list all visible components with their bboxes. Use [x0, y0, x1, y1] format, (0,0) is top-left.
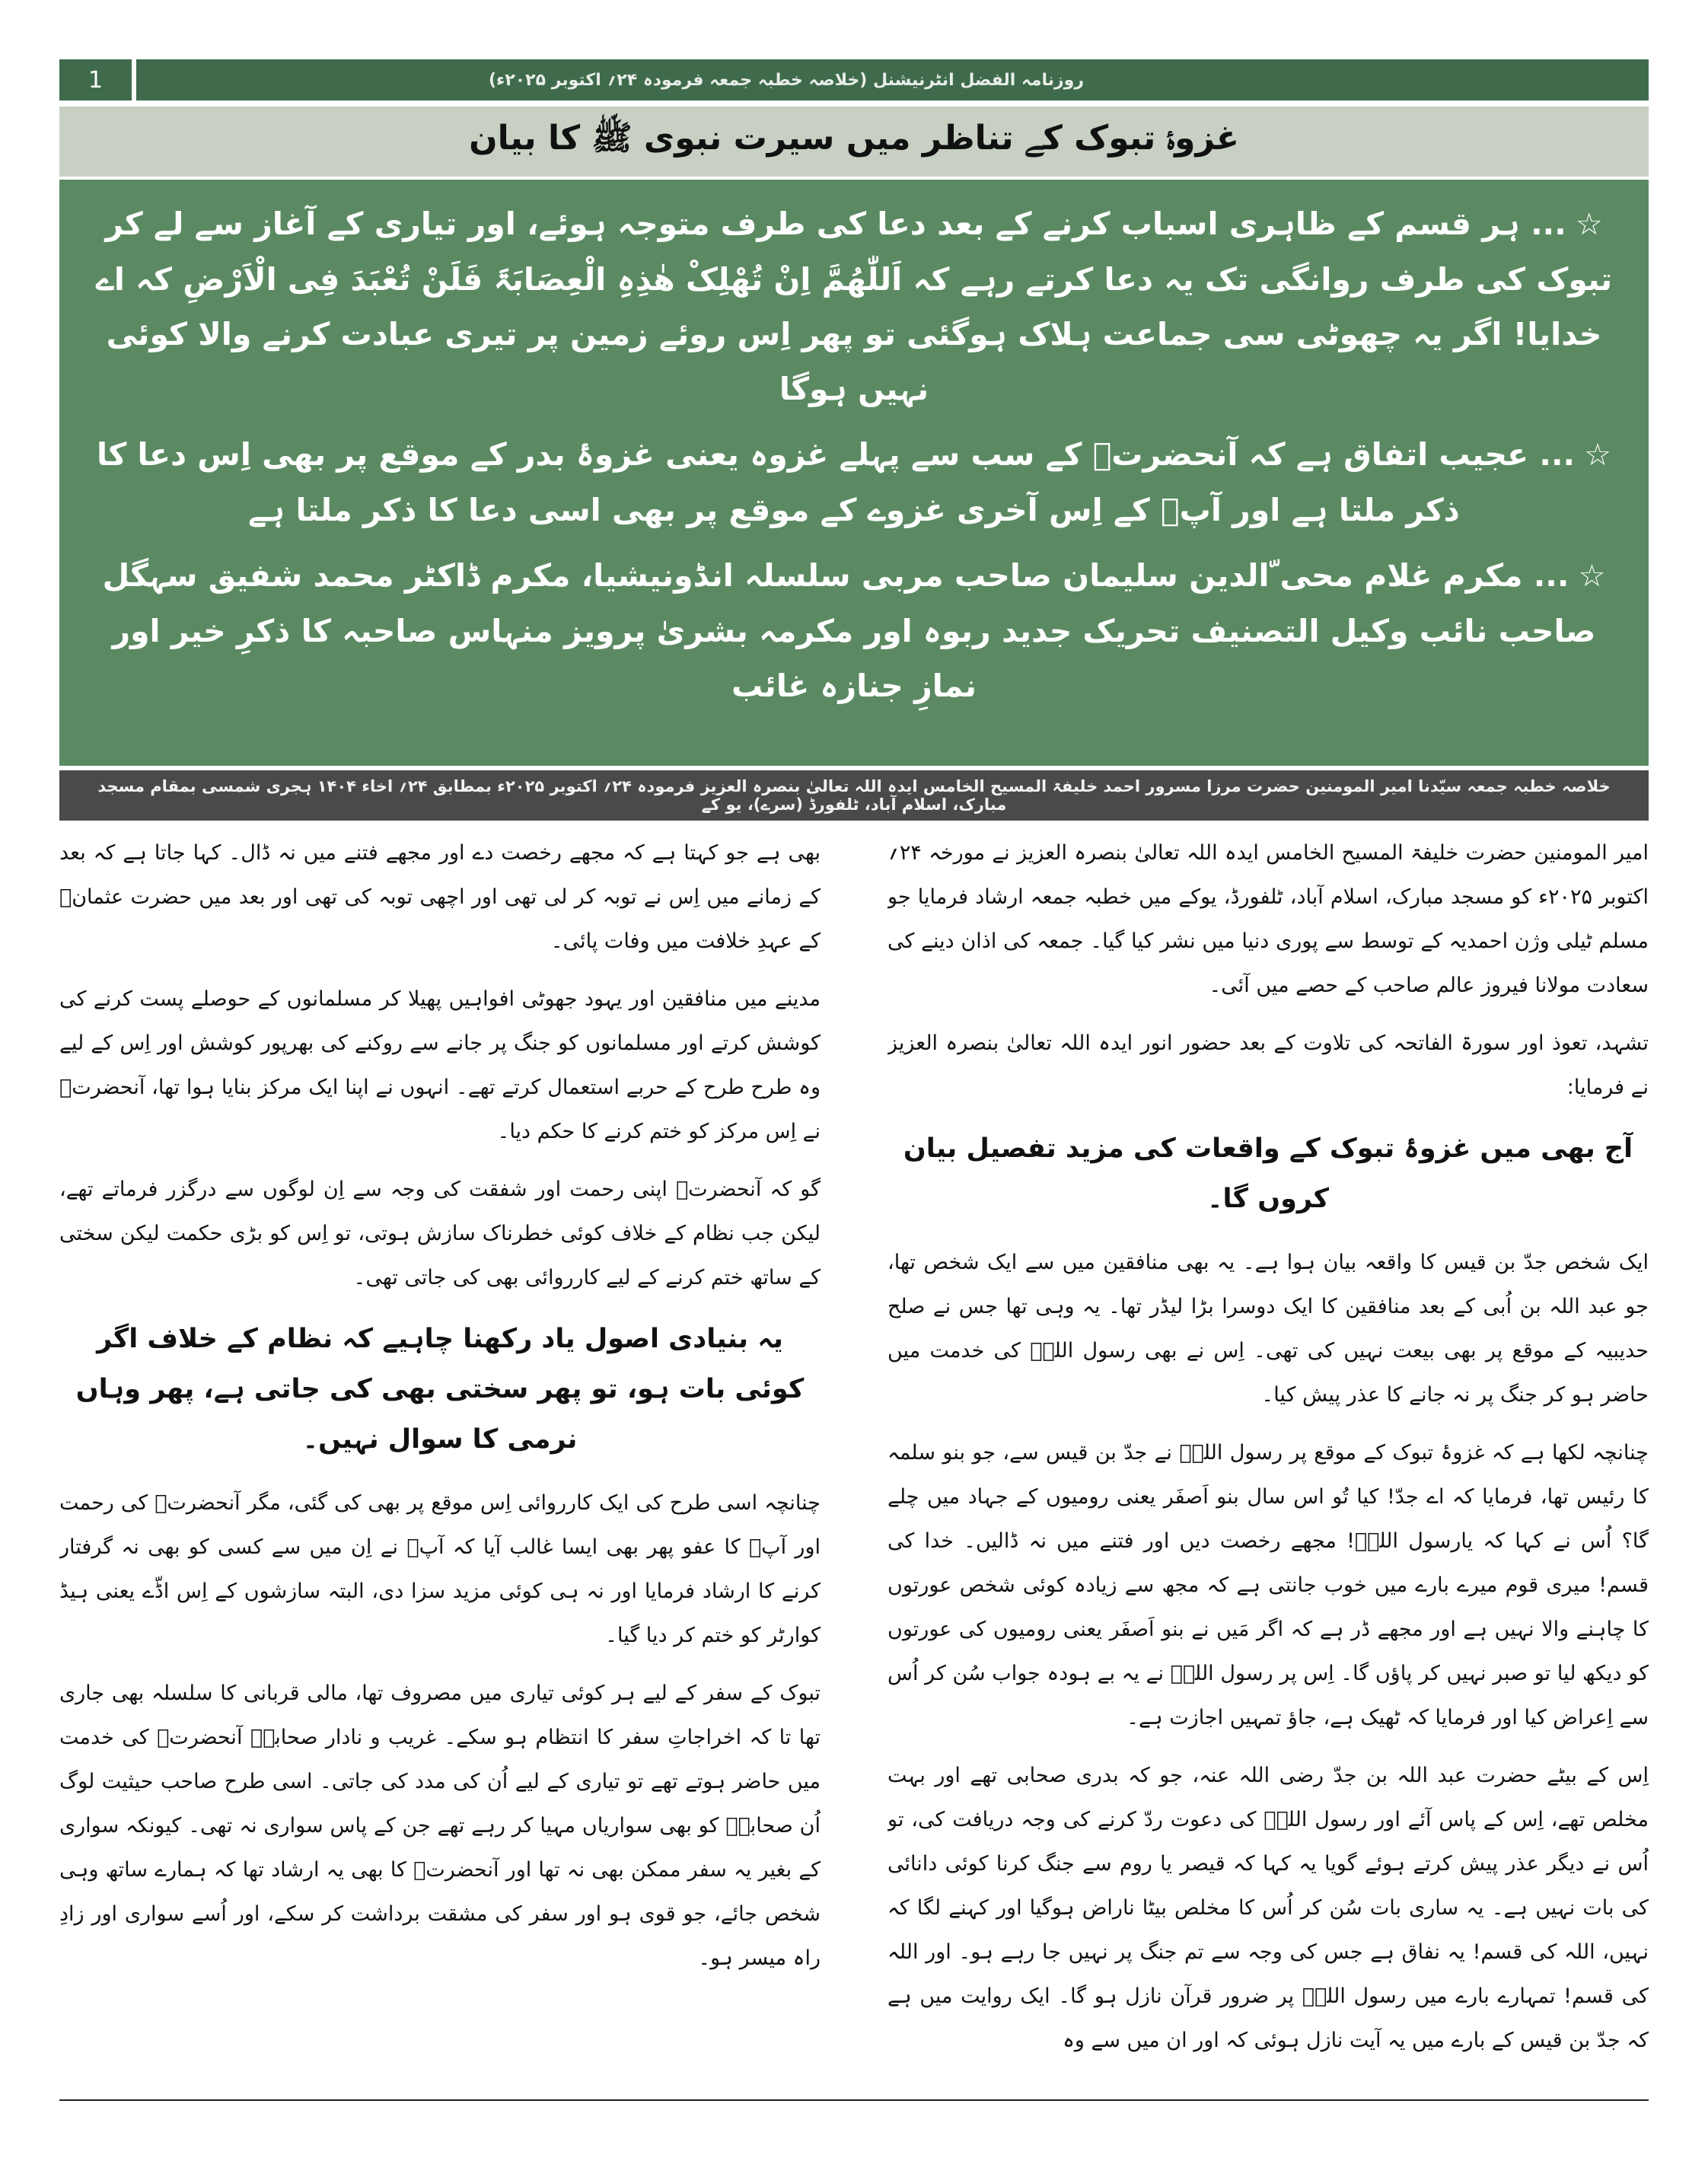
star-icon: ☆ — [1578, 559, 1606, 594]
paragraph: بھی ہے جو کہتا ہے کہ مجھے رخصت دے اور مجھے فتنے میں نہ ڈال۔ کہا جاتا ہے کہ بعد کے زمانے میں اِس نے توبہ کر لی تھی اور اچھی توبہ کی تھی اور بعد میں حضرت عثمانؓ کے عہدِ خلافت میں وفات پائی۔ — [59, 841, 821, 953]
article-column-left — [59, 831, 821, 2087]
page-number: 1 — [59, 59, 136, 100]
highlight-item: ☆... مکرم غلام محی ّالدین سلیمان صاحب مربی سلسلہ انڈونیشیا، مکرم ڈاکٹر محمد شفیق سہگل صاحب نائب وکیل التصنیف تحریک جدید ربوہ اور مکرمہ بشریٰ پرویز منہاس صاحبہ کا ذکرِ خیر اور نمازِ جنازہ غائب — [102, 557, 1606, 704]
highlight-item: ☆... ہر قسم کے ظاہری اسباب کرنے کے بعد دعا کی طرف متوجہ ہوئے، اور تیاری کے آغاز سے لے کر تبوک کی طرف روانگی تک یہ دعا کرتے رہے کہ اَللّٰھُمَّ اِنْ تُھْلِکْ ھٰذِہِ الْعِصَابَۃَ فَلَنْ تُعْبَدَ فِی الْاَرْضِ کہ اے خدایا! اگر یہ چھوٹی سی جماعت ہلاک ہوگئی تو پھر اِس روئے زمین پر تیری عبادت کرنے والا کوئی نہیں ہوگا — [95, 206, 1613, 407]
paragraph: تشہد، تعوذ اور سورۃ الفاتحہ کی تلاوت کے بعد حضور انور ایدہ اللہ تعالیٰ بنصرہ العزیز نے فرمایا: — [887, 1031, 1649, 1099]
paragraph: چنانچہ اسی طرح کی ایک کارروائی اِس موقع پر بھی کی گئی، مگر آنحضرتؐ کی رحمت اور آپؐ کا عفو پھر بھی ایسا غالب آیا کہ آپؐ نے اِن میں سے کسی کو بھی نہ گرفتار کرنے کا ارشاد فرمایا اور نہ ہی کوئی مزید سزا دی، البتہ سازشوں کے اِس اڈّے یعنی ہیڈ کوارٹر کو ختم کر دیا گیا۔ — [59, 1491, 821, 1647]
paragraph: چنانچہ لکھا ہے کہ غزوۂ تبوک کے موقع پر رسول اللہؐ نے جدّ بن قیس سے، جو بنو سلمہ کا رئیس تھا، فرمایا کہ اے جدّ! کیا تُو اس سال بنو اَصفَر یعنی رومیوں کے جہاد میں چلے گا؟ اُس نے کہا کہ یارسول اللہؐ! مجھے رخصت دیں اور فتنے میں نہ ڈالیں۔ خدا کی قسم! میری قوم میرے بارے میں خوب جانتی ہے کہ مجھ سے زیادہ کوئی شخص عورتوں کا چاہنے والا نہیں ہے اور مجھے ڈر ہے کہ اگر مَیں نے بنو اَصفَر یعنی رومیوں کی عورتوں کو دیکھ لیا تو صبر نہیں کر پاؤں گا۔ اِس پر رسول اللہؐ نے یہ بے ہودہ جواب سُن کر اُس سے اِعراض کیا اور فرمایا کہ ٹھیک ہے، جاؤ تمہیں اجازت ہے۔ — [887, 1441, 1649, 1729]
bottom-divider — [59, 2099, 1649, 2101]
section-heading: آج بھی میں غزوۂ تبوک کے واقعات کی مزید تفصیل بیان کروں گا۔ — [903, 1133, 1633, 1214]
star-icon: ☆ — [1575, 207, 1603, 242]
highlight-item: ☆... عجیب اتفاق ہے کہ آنحضرتؐ کے سب سے پہلے غزوہ یعنی غزوۂ بدر کے موقع پر بھی اِس دعا کا ذکر ملتا ہے اور آپؐ کے اِس آخری غزوے کے موقع پر بھی اسی دعا کا ذکر ملتا ہے — [97, 436, 1611, 528]
highlights-box — [59, 180, 1649, 766]
sermon-info-bar: خلاصہ خطبہ جمعہ سیّدنا امیر المومنین حضرت مرزا مسرور احمد خلیفۃ المسیح الخامس ایدہ اللہ تعالیٰ بنصرہ العزیز فرمودہ ۲۴؍ اکتوبر ۲۰۲۵ء بمطابق ۲۴؍ اخاء ۱۴۰۴ ہجری شمسی بمقام مسجد مبارک، اسلام آباد، ٹلفورڈ (سرے)، یو کے — [59, 770, 1649, 821]
paragraph: امیر المومنین حضرت خلیفۃ المسیح الخامس ایدہ اللہ تعالیٰ بنصرہ العزیز نے مورخہ ۲۴؍ اکتوبر ۲۰۲۵ء کو مسجد مبارک، اسلام آباد، ٹلفورڈ، یوکے میں خطبہ جمعہ ارشاد فرمایا جو مسلم ٹیلی وژن احمدیہ کے توسط سے پوری دنیا میں نشر کیا گیا۔ جمعہ کی اذان دینے کی سعادت مولانا فیروز عالم صاحب کے حصے میں آئی۔ — [887, 841, 1649, 997]
section-heading: یہ بنیادی اصول یاد رکھنا چاہیے کہ نظام کے خلاف اگر کوئی بات ہو، تو پھر سختی بھی کی جاتی ہے، پھر وہاں نرمی کا سوال نہیں۔ — [75, 1324, 805, 1455]
star-icon: ☆ — [1584, 438, 1611, 473]
paragraph: اِس کے بیٹے حضرت عبد اللہ بن جدّ رضی اللہ عنہ، جو کہ بدری صحابی تھے اور بہت مخلص تھے، اِس کے پاس آئے اور رسول اللہؐ کی دعوت ردّ کرنے کی وجہ دریافت کی، تو اُس نے دیگر عذر پیش کرتے ہوئے گویا یہ کہا کہ قیصر یا روم سے جنگ کرنا کوئی دانائی کی بات نہیں ہے۔ یہ ساری بات سُن کر اُس کا مخلص بیٹا ناراض ہوگیا اور کہنے لگا کہ نہیں، اللہ کی قسم! یہ نفاق ہے جس کی وجہ سے تم جنگ پر نہیں جا رہے ہو۔ اور اللہ کی قسم! تمہارے بارے میں رسول اللہؐ پر ضرور قرآن نازل ہو گا۔ ایک روایت میں ہے کہ جدّ بن قیس کے بارے میں یہ آیت نازل ہوئی کہ اور ان میں سے وہ — [887, 1764, 1649, 2052]
title-bar — [59, 107, 1649, 177]
article-column-right — [887, 831, 1649, 2087]
header-bar — [59, 59, 1649, 100]
paragraph: تبوک کے سفر کے لیے ہر کوئی تیاری میں مصروف تھا، مالی قربانی کا سلسلہ بھی جاری تھا تا کہ اخراجاتِ سفر کا انتظام ہو سکے۔ غریب و نادار صحابہؓ آنحضرتؐ کی خدمت میں حاضر ہوتے تھے تو تیاری کے لیے اُن کی مدد کی جاتی۔ اسی طرح صاحب حیثیت لوگ اُن صحابہؓ کو بھی سواریاں مہیا کر رہے تھے جن کے پاس سواری نہ تھی۔ کیونکہ سواری کے بغیر یہ سفر ممکن بھی نہ تھا اور آنحضرتؐ کا بھی یہ ارشاد تھا کہ ہمارے ساتھ وہی شخص جائے، جو قوی ہو اور سفر کی مشقت برداشت کر سکے، اور اُسے سواری اور زادِ راہ میسر ہو۔ — [59, 1681, 821, 1970]
paragraph: مدینے میں منافقین اور یہود جھوٹی افواہیں پھیلا کر مسلمانوں کے حوصلے پست کرنے کی کوشش کرتے اور مسلمانوں کو جنگ پر جانے سے روکنے کی بھرپور کوشش اور اِس کے لیے وہ طرح طرح کے حربے استعمال کرتے تھے۔ انہوں نے اپنا ایک مرکز بنایا ہوا تھا، آنحضرتؐ نے اِس مرکز کو ختم کرنے کا حکم دیا۔ — [59, 987, 821, 1143]
paragraph: ایک شخص جدّ بن قیس کا واقعہ بیان ہوا ہے۔ یہ بھی منافقین میں سے ایک شخص تھا، جو عبد اللہ بن اُبی کے بعد منافقین کا ایک دوسرا بڑا لیڈر تھا۔ یہ وہی تھا جس نے صلح حدیبیہ کے موقع پر بھی بیعت نہیں کی تھی۔ اِس نے بھی رسول اللہؐ کی خدمت میں حاضر ہو کر جنگ پر نہ جانے کا عذر پیش کیا۔ — [887, 1251, 1649, 1407]
publication-title: روزنامہ الفضل انٹرنیشنل (خلاصہ خطبہ جمعہ فرمودہ ۲۴؍ اکتوبر ۲۰۲۵ء) — [489, 70, 1084, 90]
paragraph: گو کہ آنحضرتؐ اپنی رحمت اور شفقت کی وجہ سے اِن لوگوں سے درگزر فرماتے تھے، لیکن جب نظام کے خلاف کوئی خطرناک سازش ہوتی، تو اِس کو بڑی حکمت لیکن سختی کے ساتھ ختم کرنے کے لیے کارروائی بھی کی جاتی تھی۔ — [59, 1178, 821, 1289]
page-title: غزوۂ تبوک کے تناظر میں سیرت نبوی ﷺ کا بیان — [469, 119, 1239, 158]
